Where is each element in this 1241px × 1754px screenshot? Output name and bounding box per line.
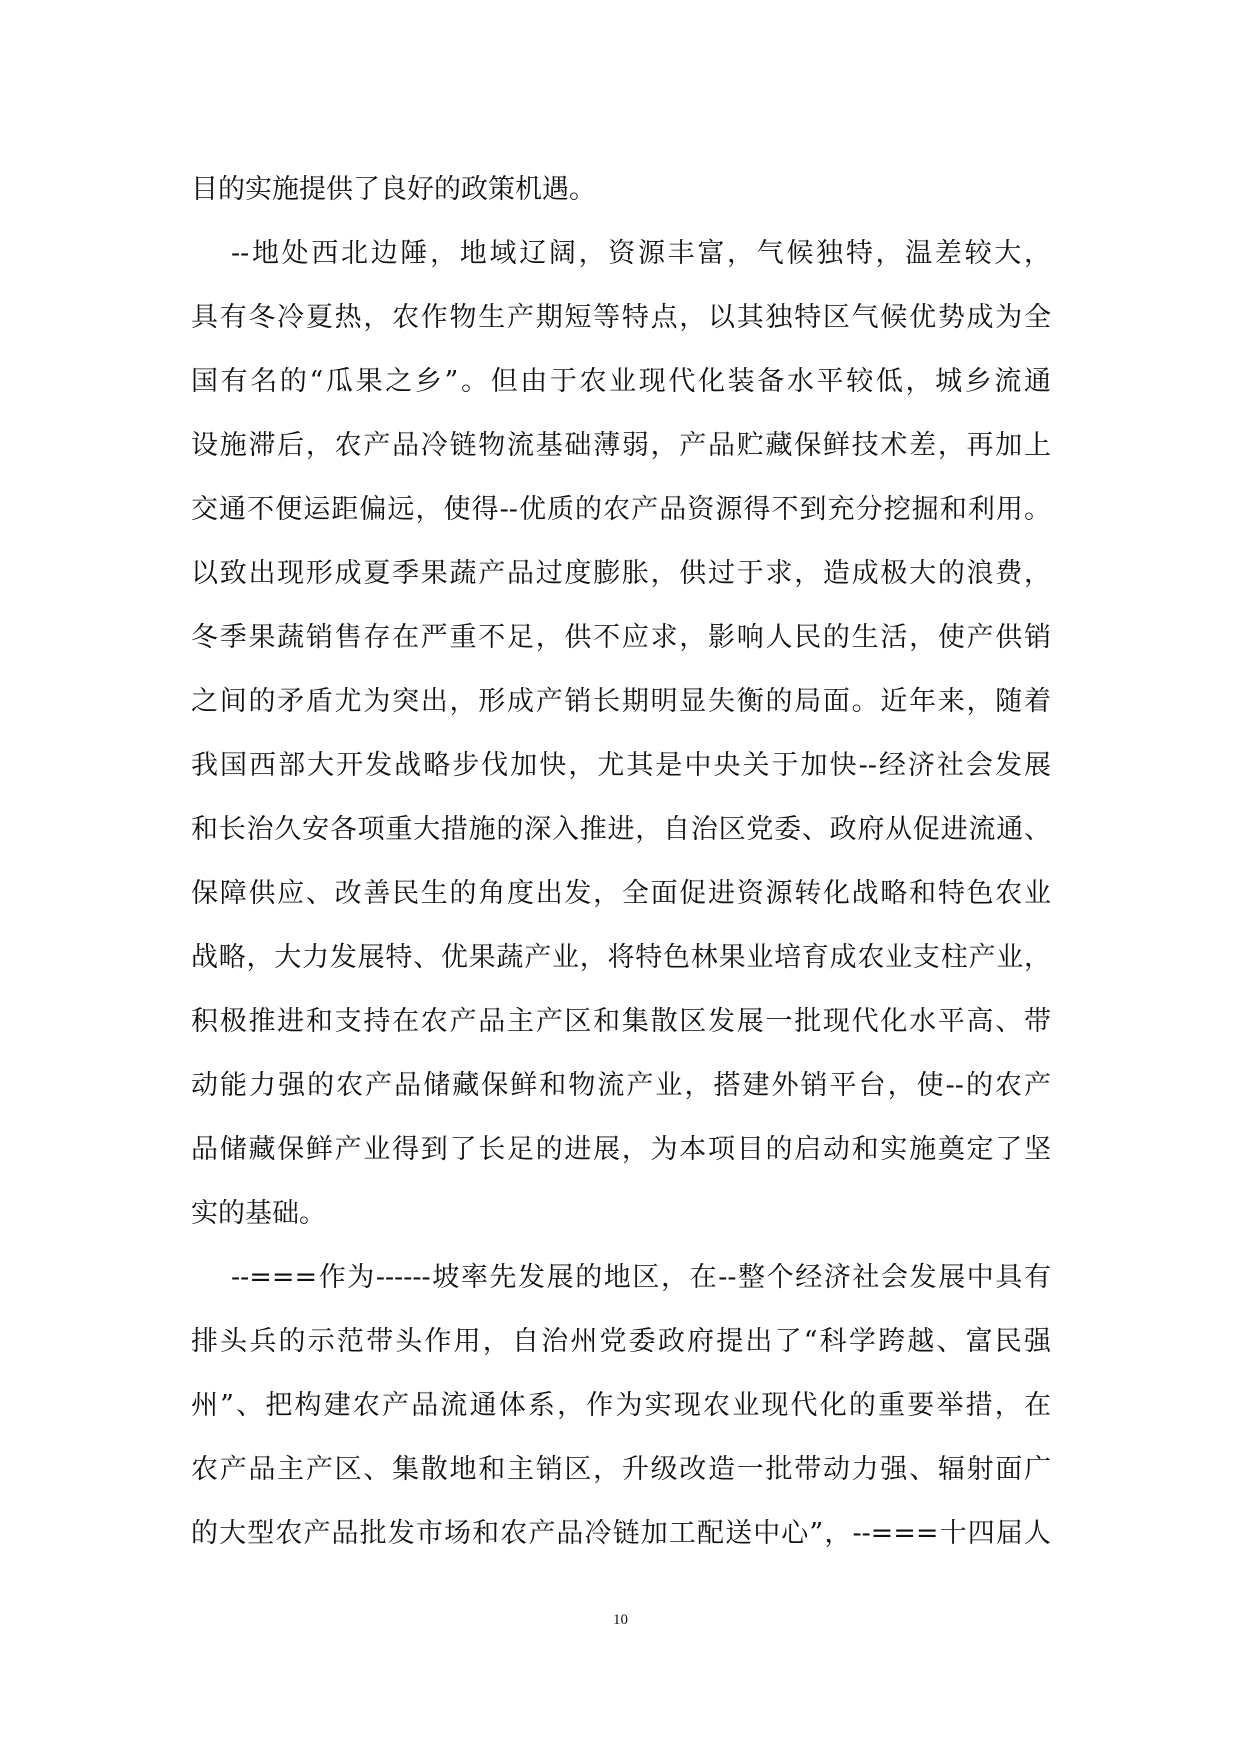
text-line: 州”、把构建农产品流通体系，作为实现农业现代化的重要举措，在 [191,1390,1051,1421]
text-line: 和长治久安各项重大措施的深入推进，自治区党委、政府从促进流通、 [191,814,1051,845]
text-line: 动能力强的农产品储藏保鲜和物流产业，搭建外销平台，使--的农产 [191,1070,1051,1101]
page-number: 10 [613,1612,628,1628]
text-line: 我国西部大开发战略步伐加快，尤其是中央关于加快--经济社会发展 [191,750,1051,781]
text-line: 保障供应、改善民生的角度出发，全面促进资源转化战略和特色农业 [191,878,1051,909]
text-line: 战略，大力发展特、优果蔬产业，将特色林果业培育成农业支柱产业， [191,942,1051,973]
text-line: 设施滞后，农产品冷链物流基础薄弱，产品贮藏保鲜技术差，再加上 [191,430,1051,461]
text-line: 的大型农产品批发市场和农产品冷链加工配送中心”，--===十四届人 [191,1518,1051,1549]
text-line: 冬季果蔬销售存在严重不足，供不应求，影响人民的生活，使产供销 [191,622,1051,653]
text-line: 实的基础。 [191,1198,326,1229]
body-text [191,158,1051,1566]
text-line: 国有名的“瓜果之乡”。但由于农业现代化装备水平较低，城乡流通 [191,366,1051,397]
text-line: 以致出现形成夏季果蔬产品过度膨胀，供过于求，造成极大的浪费， [191,558,1051,589]
text-line: 具有冬冷夏热，农作物生产期短等特点，以其独特区气候优势成为全 [191,302,1051,333]
text-line: 之间的矛盾尤为突出，形成产销长期明显失衡的局面。近年来，随着 [191,686,1051,717]
text-line: 排头兵的示范带头作用，自治州党委政府提出了“科学跨越、富民强 [191,1326,1051,1357]
text-line: 农产品主产区、集散地和主销区，升级改造一批带动力强、辐射面广 [191,1454,1051,1485]
paragraph-first-line: --地处西北边陲，地域辽阔，资源丰富，气候独特，温差较大， [231,238,1051,269]
text-line: 品储藏保鲜产业得到了长足的进展，为本项目的启动和实施奠定了坚 [191,1134,1051,1165]
text-line: 目的实施提供了良好的政策机遇。 [191,174,596,205]
paragraph-first-line: --===作为------坡率先发展的地区，在--整个经济社会发展中具有 [231,1262,1051,1293]
text-line: 交通不便运距偏远，使得--优质的农产品资源得不到充分挖掘和利用。 [191,494,1051,525]
text-line: 积极推进和支持在农产品主产区和集散区发展一批现代化水平高、带 [191,1006,1051,1037]
